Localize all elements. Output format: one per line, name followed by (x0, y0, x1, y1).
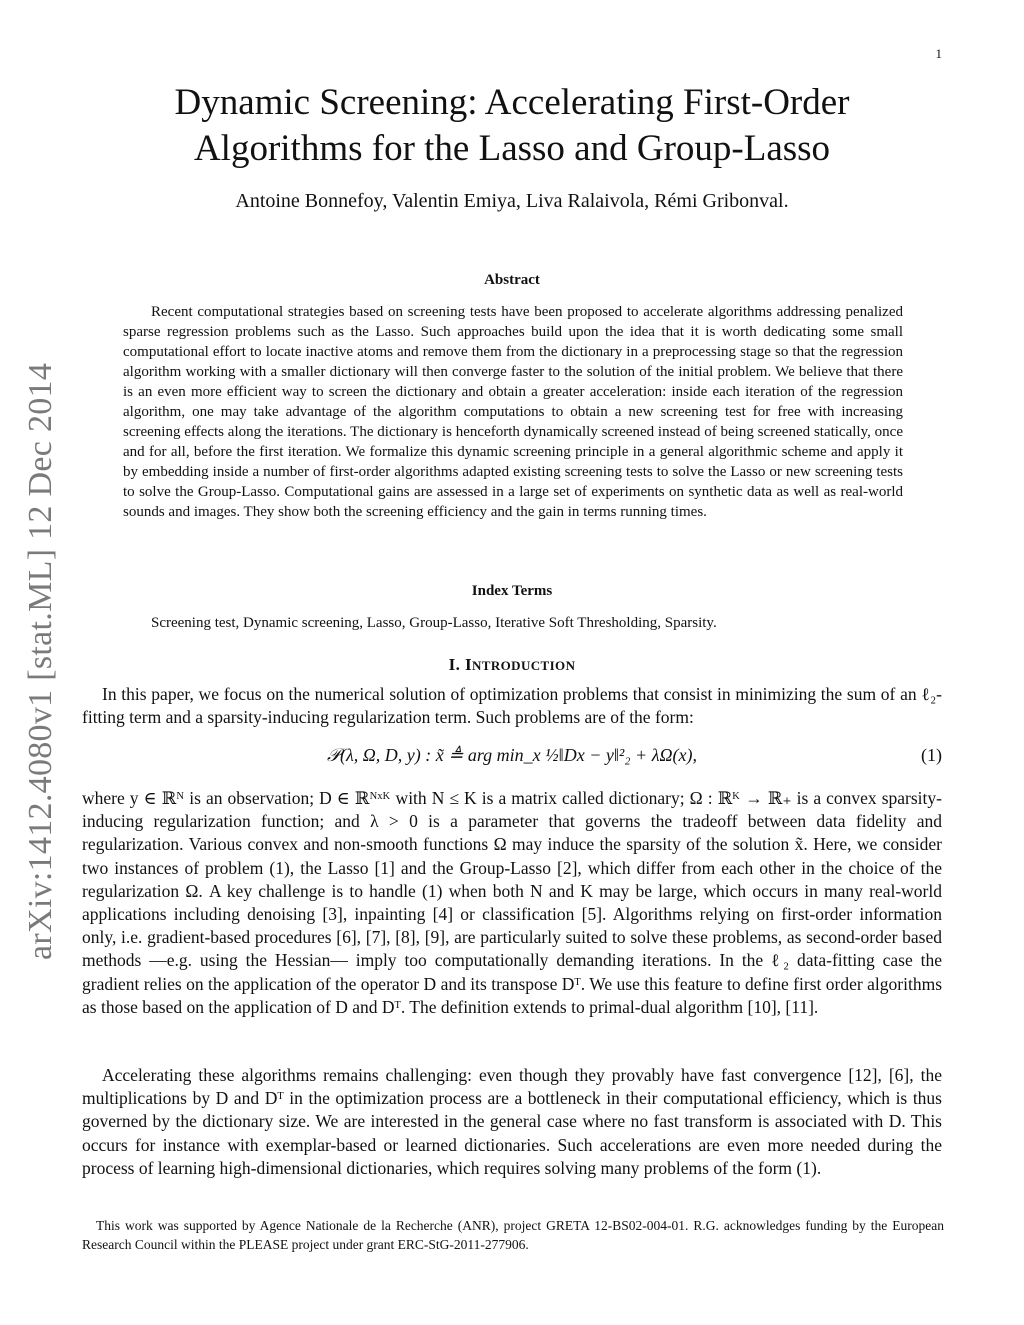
intro-paragraph-3: Accelerating these algorithms remains challenging: even though they provably have fast convergence [12], [6], the multiplications by D and Dᵀ in the optimization process are a bottleneck in their computational efficiency, which is thus governed by the dictionary size. We are interested in the general case where no fast transform is associated with D. This occurs for instance with exemplar-based or learned dictionaries. Such accelerations are even more needed during the process of learning high-dimensional dictionaries, which requires solving many problems of the form (1). (82, 1065, 942, 1178)
index-terms-heading: Index Terms (471, 583, 553, 599)
page-number: 1 (935, 46, 942, 61)
title-line-2: Algorithms for the Lasso and Group-Lasso (193, 128, 831, 169)
paper-title (0, 80, 1024, 172)
equation-1 (82, 735, 942, 781)
equation-number: (1) (921, 745, 942, 765)
section-title-rest: NTRODUCTION (472, 658, 576, 673)
index-terms-text: Screening test, Dynamic screening, Lasso, Group-Lasso, Iterative Soft Thresholding, Sparsity. (151, 615, 717, 631)
equation-body: 𝒫(λ, Ω, D, y) : x̃ ≜ arg min_x ½‖Dx − y‖²₂ + λΩ(x), (327, 745, 697, 765)
abstract-text: Recent computational strategies based on screening tests have been proposed to accelerate algorithms addressing penalized sparse regression problems such as the Lasso. Such approaches build upon the idea that it is worth dedicating some small computational effort to locate inactive atoms and remove them from the dictionary in a preprocessing stage so that the regression algorithm working with a smaller dictionary will then converge faster to the solution of the initial problem. We believe that there is an even more efficient way to screen the dictionary and obtain a greater acceleration: inside each iteration of the regression algorithm, one may take advantage of the algorithm computations to obtain a new screening test for free with increasing screening effects along the iterations. The dictionary is henceforth dynamically screened instead of being screened statically, once and for all, before the first iteration. We formalize this dynamic screening principle in a general algorithmic scheme and apply it by embedding inside a number of first-order algorithms adapted existing screening tests to solve the Lasso or new screening tests to solve the Group-Lasso. Computational gains are assessed in a large set of experiments on synthetic data as well as real-world sounds and images. They show both the screening efficiency and the gain in terms running times. (123, 304, 903, 520)
arxiv-identifier-stamp: arXiv:1412.4080v1 [stat.ML] 12 Dec 2014 (22, 362, 59, 960)
section-heading-introduction (0, 655, 1024, 675)
title-line-1: Dynamic Screening: Accelerating First-Order (174, 82, 850, 123)
funding-footnote: This work was supported by Agence Nationale de la Recherche (ANR), project GRETA 12-BS02-004-01. R.G. acknowledges funding by the European Research Council within the PLEASE project under grant ERC-StG-2011-277906. (82, 1218, 944, 1252)
abstract-heading: Abstract (484, 272, 540, 288)
section-title-initial: I (464, 655, 472, 674)
author-list: Antoine Bonnefoy, Valentin Emiya, Liva Ralaivola, Rémi Gribonval. (235, 190, 789, 212)
intro-paragraph-2: where y ∈ ℝᴺ is an observation; D ∈ ℝᴺˣᴷ with N ≤ K is a matrix called dictionary; Ω : ℝᴷ → ℝ₊ is a convex sparsity-inducing regularization function; and λ > 0 is a parameter that governs the tradeoff between data fidelity and regularization. Various convex and non-smooth functions Ω may induce the sparsity of the solution x̃. Here, we consider two instances of problem (1), the Lasso [1] and the Group-Lasso [2], which differ from each other in the choice of the regularization Ω. A key challenge is to handle (1) when both N and K may be large, which occurs in many real-world applications including denoising [3], inpainting [4] or classification [5]. Algorithms relying on first-order information only, i.e. gradient-based procedures [6], [7], [8], [9], are particularly suited to solve these problems, as second-order based methods —e.g. using the Hessian— imply too computationally demanding iterations. In the ℓ₂ data-fitting case the gradient relies on the application of the operator D and its transpose Dᵀ. We use this feature to define first order algorithms as those based on the application of D and Dᵀ. The definition extends to primal-dual algorithm [10], [11]. (82, 788, 942, 1017)
intro-paragraph-1: In this paper, we focus on the numerical solution of optimization problems that consist in minimizing the sum of an ℓ₂-fitting term and a sparsity-inducing regularization term. Such problems are of the form: (82, 684, 942, 728)
section-numeral: I. (448, 655, 465, 674)
